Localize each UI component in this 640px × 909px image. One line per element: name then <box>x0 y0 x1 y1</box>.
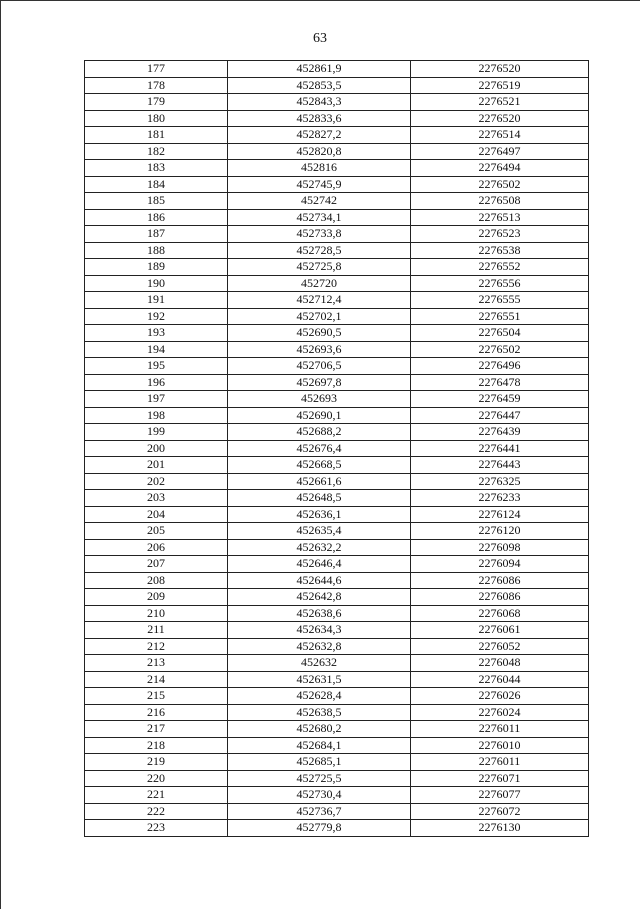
y-coordinate-cell: 2276026 <box>411 688 589 705</box>
table-row <box>85 209 589 226</box>
x-coordinate-cell: 452706,5 <box>228 358 411 375</box>
y-coordinate-cell: 2276086 <box>411 572 589 589</box>
point-number-cell: 212 <box>85 638 228 655</box>
x-coordinate-cell: 452728,5 <box>228 242 411 259</box>
point-number-cell: 207 <box>85 556 228 573</box>
point-number-cell: 194 <box>85 341 228 358</box>
table-row <box>85 770 589 787</box>
x-coordinate-cell: 452635,4 <box>228 523 411 540</box>
point-number-cell: 185 <box>85 193 228 210</box>
y-coordinate-cell: 2276459 <box>411 391 589 408</box>
table-row <box>85 110 589 127</box>
point-number-cell: 210 <box>85 605 228 622</box>
coordinates-table <box>84 60 589 837</box>
x-coordinate-cell: 452712,4 <box>228 292 411 309</box>
table-row <box>85 820 589 837</box>
y-coordinate-cell: 2276513 <box>411 209 589 226</box>
point-number-cell: 181 <box>85 127 228 144</box>
x-coordinate-cell: 452725,5 <box>228 770 411 787</box>
point-number-cell: 218 <box>85 737 228 754</box>
table-row <box>85 506 589 523</box>
scan-edge-left <box>0 0 1 909</box>
point-number-cell: 177 <box>85 61 228 78</box>
y-coordinate-cell: 2276086 <box>411 589 589 606</box>
point-number-cell: 183 <box>85 160 228 177</box>
x-coordinate-cell: 452734,1 <box>228 209 411 226</box>
y-coordinate-cell: 2276447 <box>411 407 589 424</box>
x-coordinate-cell: 452816 <box>228 160 411 177</box>
y-coordinate-cell: 2276077 <box>411 787 589 804</box>
point-number-cell: 219 <box>85 754 228 771</box>
table-row <box>85 704 589 721</box>
table-row <box>85 638 589 655</box>
x-coordinate-cell: 452684,1 <box>228 737 411 754</box>
table-row <box>85 787 589 804</box>
point-number-cell: 188 <box>85 242 228 259</box>
point-number-cell: 222 <box>85 803 228 820</box>
y-coordinate-cell: 2276523 <box>411 226 589 243</box>
point-number-cell: 215 <box>85 688 228 705</box>
y-coordinate-cell: 2276325 <box>411 473 589 490</box>
y-coordinate-cell: 2276094 <box>411 556 589 573</box>
x-coordinate-cell: 452693,6 <box>228 341 411 358</box>
page-number: 63 <box>313 31 327 46</box>
x-coordinate-cell: 452745,9 <box>228 176 411 193</box>
point-number-cell: 208 <box>85 572 228 589</box>
point-number-cell: 211 <box>85 622 228 639</box>
table-row <box>85 308 589 325</box>
point-number-cell: 220 <box>85 770 228 787</box>
y-coordinate-cell: 2276555 <box>411 292 589 309</box>
x-coordinate-cell: 452632,8 <box>228 638 411 655</box>
y-coordinate-cell: 2276551 <box>411 308 589 325</box>
point-number-cell: 186 <box>85 209 228 226</box>
x-coordinate-cell: 452736,7 <box>228 803 411 820</box>
table-row <box>85 176 589 193</box>
y-coordinate-cell: 2276502 <box>411 341 589 358</box>
point-number-cell: 204 <box>85 506 228 523</box>
y-coordinate-cell: 2276072 <box>411 803 589 820</box>
point-number-cell: 223 <box>85 820 228 837</box>
table-row <box>85 556 589 573</box>
y-coordinate-cell: 2276052 <box>411 638 589 655</box>
x-coordinate-cell: 452697,8 <box>228 374 411 391</box>
x-coordinate-cell: 452632,2 <box>228 539 411 556</box>
y-coordinate-cell: 2276441 <box>411 440 589 457</box>
point-number-cell: 203 <box>85 490 228 507</box>
table-row <box>85 127 589 144</box>
table-row <box>85 589 589 606</box>
table-row <box>85 193 589 210</box>
y-coordinate-cell: 2276061 <box>411 622 589 639</box>
y-coordinate-cell: 2276011 <box>411 721 589 738</box>
point-number-cell: 179 <box>85 94 228 111</box>
x-coordinate-cell: 452634,3 <box>228 622 411 639</box>
table-row <box>85 77 589 94</box>
point-number-cell: 197 <box>85 391 228 408</box>
point-number-cell: 221 <box>85 787 228 804</box>
table-row <box>85 490 589 507</box>
x-coordinate-cell: 452820,8 <box>228 143 411 160</box>
y-coordinate-cell: 2276010 <box>411 737 589 754</box>
x-coordinate-cell: 452730,4 <box>228 787 411 804</box>
y-coordinate-cell: 2276478 <box>411 374 589 391</box>
x-coordinate-cell: 452676,4 <box>228 440 411 457</box>
table-row <box>85 671 589 688</box>
y-coordinate-cell: 2276508 <box>411 193 589 210</box>
point-number-cell: 195 <box>85 358 228 375</box>
y-coordinate-cell: 2276519 <box>411 77 589 94</box>
table-row <box>85 358 589 375</box>
y-coordinate-cell: 2276439 <box>411 424 589 441</box>
table-row <box>85 605 589 622</box>
x-coordinate-cell: 452702,1 <box>228 308 411 325</box>
x-coordinate-cell: 452638,6 <box>228 605 411 622</box>
x-coordinate-cell: 452628,4 <box>228 688 411 705</box>
x-coordinate-cell: 452685,1 <box>228 754 411 771</box>
table-row <box>85 407 589 424</box>
table-row <box>85 737 589 754</box>
point-number-cell: 199 <box>85 424 228 441</box>
x-coordinate-cell: 452853,5 <box>228 77 411 94</box>
point-number-cell: 196 <box>85 374 228 391</box>
point-number-cell: 200 <box>85 440 228 457</box>
x-coordinate-cell: 452827,2 <box>228 127 411 144</box>
y-coordinate-cell: 2276130 <box>411 820 589 837</box>
y-coordinate-cell: 2276520 <box>411 110 589 127</box>
table-row <box>85 259 589 276</box>
point-number-cell: 213 <box>85 655 228 672</box>
point-number-cell: 209 <box>85 589 228 606</box>
point-number-cell: 198 <box>85 407 228 424</box>
point-number-cell: 191 <box>85 292 228 309</box>
table-row <box>85 325 589 342</box>
coordinates-table-body <box>85 61 589 837</box>
point-number-cell: 190 <box>85 275 228 292</box>
y-coordinate-cell: 2276552 <box>411 259 589 276</box>
x-coordinate-cell: 452733,8 <box>228 226 411 243</box>
table-row <box>85 391 589 408</box>
table-row <box>85 688 589 705</box>
point-number-cell: 187 <box>85 226 228 243</box>
table-row <box>85 94 589 111</box>
y-coordinate-cell: 2276514 <box>411 127 589 144</box>
point-number-cell: 206 <box>85 539 228 556</box>
x-coordinate-cell: 452631,5 <box>228 671 411 688</box>
y-coordinate-cell: 2276497 <box>411 143 589 160</box>
point-number-cell: 182 <box>85 143 228 160</box>
x-coordinate-cell: 452661,6 <box>228 473 411 490</box>
x-coordinate-cell: 452690,1 <box>228 407 411 424</box>
table-row <box>85 803 589 820</box>
table-row <box>85 473 589 490</box>
x-coordinate-cell: 452646,4 <box>228 556 411 573</box>
y-coordinate-cell: 2276504 <box>411 325 589 342</box>
point-number-cell: 217 <box>85 721 228 738</box>
table-row <box>85 275 589 292</box>
table-row <box>85 622 589 639</box>
y-coordinate-cell: 2276494 <box>411 160 589 177</box>
point-number-cell: 201 <box>85 457 228 474</box>
x-coordinate-cell: 452680,2 <box>228 721 411 738</box>
x-coordinate-cell: 452833,6 <box>228 110 411 127</box>
table-row <box>85 374 589 391</box>
x-coordinate-cell: 452668,5 <box>228 457 411 474</box>
table-row <box>85 754 589 771</box>
x-coordinate-cell: 452693 <box>228 391 411 408</box>
x-coordinate-cell: 452690,5 <box>228 325 411 342</box>
x-coordinate-cell: 452843,3 <box>228 94 411 111</box>
table-row <box>85 61 589 78</box>
y-coordinate-cell: 2276044 <box>411 671 589 688</box>
y-coordinate-cell: 2276068 <box>411 605 589 622</box>
y-coordinate-cell: 2276124 <box>411 506 589 523</box>
x-coordinate-cell: 452861,9 <box>228 61 411 78</box>
y-coordinate-cell: 2276502 <box>411 176 589 193</box>
y-coordinate-cell: 2276024 <box>411 704 589 721</box>
scan-edge-top <box>0 0 640 1</box>
y-coordinate-cell: 2276048 <box>411 655 589 672</box>
table-row <box>85 424 589 441</box>
table-row <box>85 655 589 672</box>
point-number-cell: 205 <box>85 523 228 540</box>
x-coordinate-cell: 452688,2 <box>228 424 411 441</box>
point-number-cell: 202 <box>85 473 228 490</box>
y-coordinate-cell: 2276443 <box>411 457 589 474</box>
x-coordinate-cell: 452644,6 <box>228 572 411 589</box>
point-number-cell: 193 <box>85 325 228 342</box>
y-coordinate-cell: 2276556 <box>411 275 589 292</box>
table-row <box>85 292 589 309</box>
table-row <box>85 457 589 474</box>
x-coordinate-cell: 452638,5 <box>228 704 411 721</box>
x-coordinate-cell: 452642,8 <box>228 589 411 606</box>
table-row <box>85 160 589 177</box>
x-coordinate-cell: 452636,1 <box>228 506 411 523</box>
table-row <box>85 143 589 160</box>
y-coordinate-cell: 2276011 <box>411 754 589 771</box>
table-row <box>85 341 589 358</box>
point-number-cell: 214 <box>85 671 228 688</box>
table-row <box>85 539 589 556</box>
table-row <box>85 572 589 589</box>
y-coordinate-cell: 2276120 <box>411 523 589 540</box>
point-number-cell: 184 <box>85 176 228 193</box>
x-coordinate-cell: 452779,8 <box>228 820 411 837</box>
point-number-cell: 178 <box>85 77 228 94</box>
y-coordinate-cell: 2276071 <box>411 770 589 787</box>
y-coordinate-cell: 2276098 <box>411 539 589 556</box>
x-coordinate-cell: 452648,5 <box>228 490 411 507</box>
table-row <box>85 523 589 540</box>
point-number-cell: 192 <box>85 308 228 325</box>
y-coordinate-cell: 2276521 <box>411 94 589 111</box>
table-row <box>85 226 589 243</box>
point-number-cell: 180 <box>85 110 228 127</box>
x-coordinate-cell: 452742 <box>228 193 411 210</box>
x-coordinate-cell: 452632 <box>228 655 411 672</box>
y-coordinate-cell: 2276496 <box>411 358 589 375</box>
y-coordinate-cell: 2276233 <box>411 490 589 507</box>
y-coordinate-cell: 2276520 <box>411 61 589 78</box>
x-coordinate-cell: 452725,8 <box>228 259 411 276</box>
table-row <box>85 440 589 457</box>
table-row <box>85 721 589 738</box>
point-number-cell: 189 <box>85 259 228 276</box>
point-number-cell: 216 <box>85 704 228 721</box>
x-coordinate-cell: 452720 <box>228 275 411 292</box>
table-row <box>85 242 589 259</box>
y-coordinate-cell: 2276538 <box>411 242 589 259</box>
